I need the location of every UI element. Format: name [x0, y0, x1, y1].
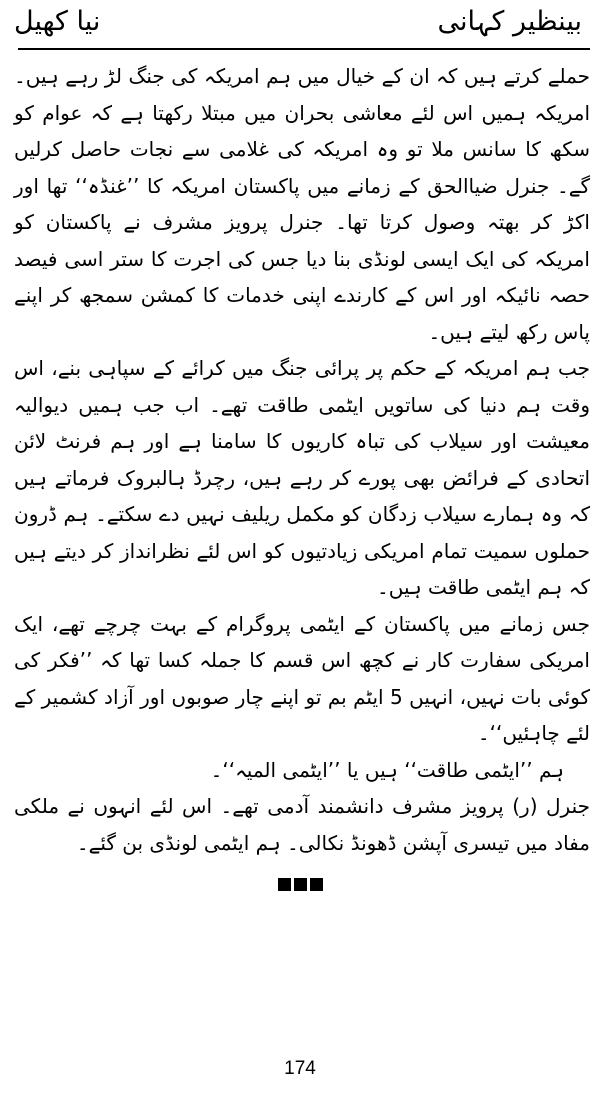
separator-square [294, 878, 307, 891]
separator-square [310, 878, 323, 891]
paragraph: ہم ’’ایٹمی طاقت‘‘ ہیں یا ’’ایٹمی المیہ‘‘۔ [210, 757, 564, 782]
body-text [14, 58, 590, 861]
separator-square [278, 878, 291, 891]
paragraph: جب ہم امریکہ کے حکم پر پرائی جنگ میں کرائے کے سپاہی بنے، اس وقت ہم دنیا کی ساتویں ایٹمی طاقت تھے۔ اب جب ہمیں دیوالیہ معیشت اور سیلاب کی تباہ کاریوں کا سامنا ہے اور ہم فرنٹ لائن اتحادی کے فرائض بھی پورے کر رہے ہیں، رچرڈ ہالبروک فرماتے ہیں کہ وہ ہمارے سیلاب زدگان کو مکمل ریلیف نہیں دے سکتے۔ ہم ڈرون حملوں سمیت تمام امریکی زیادتیوں کو اس لئے نظرانداز کر دیتے ہیں کہ ہم ایٹمی طاقت ہیں۔ [14, 356, 590, 599]
header-rule [18, 48, 590, 50]
paragraph: جنرل (ر) پرویز مشرف دانشمند آدمی تھے۔ اس لئے انہوں نے ملکی مفاد میں تیسری آپشن ڈھونڈ نکالی۔ ہم ایٹمی لونڈی بن گئے۔ [14, 794, 590, 855]
paragraph: حملے کرتے ہیں کہ ان کے خیال میں ہم امریکہ کی جنگ لڑ رہے ہیں۔ امریکہ ہمیں اس لئے معاشی بحران میں مبتلا رکھتا ہے کہ عوام کو سکھ کا سانس ملا تو وہ امریکہ کی غلامی سے نجات حاصل کرلیں گے۔ جنرل ضیاالحق کے زمانے میں پاکستان امریکہ کا ’’غنڈہ‘‘ تھا اور اکڑ کر بھتہ وصول کرتا تھا۔ جنرل پرویز مشرف نے پاکستان کو امریکہ کی ایک ایسی لونڈی بنا دیا جس کی اجرت کا ستر اسی فیصد حصہ نائیکہ اور اس کے کارندے اپنی خدمات کا کمشن سمجھ کر اپنے پاس رکھ لیتے ہیں۔ [14, 64, 590, 344]
section-title: نیا کھیل [14, 6, 101, 37]
paragraph: جس زمانے میں پاکستان کے ایٹمی پروگرام کے بہت چرچے تھے، ایک امریکی سفارت کار نے کچھ اس قسم کا جملہ کسا تھا کہ ’’فکر کی کوئی بات نہیں، انہیں 5 ایٹم بم تو اپنے چار صوبوں اور آزاد کشمیر کے لئے چاہئیں‘‘۔ [14, 611, 590, 745]
page-number: 174 [284, 1058, 316, 1079]
page-header [14, 4, 590, 56]
book-title: بینظیر کہانی [437, 6, 582, 37]
section-separator [0, 876, 600, 895]
